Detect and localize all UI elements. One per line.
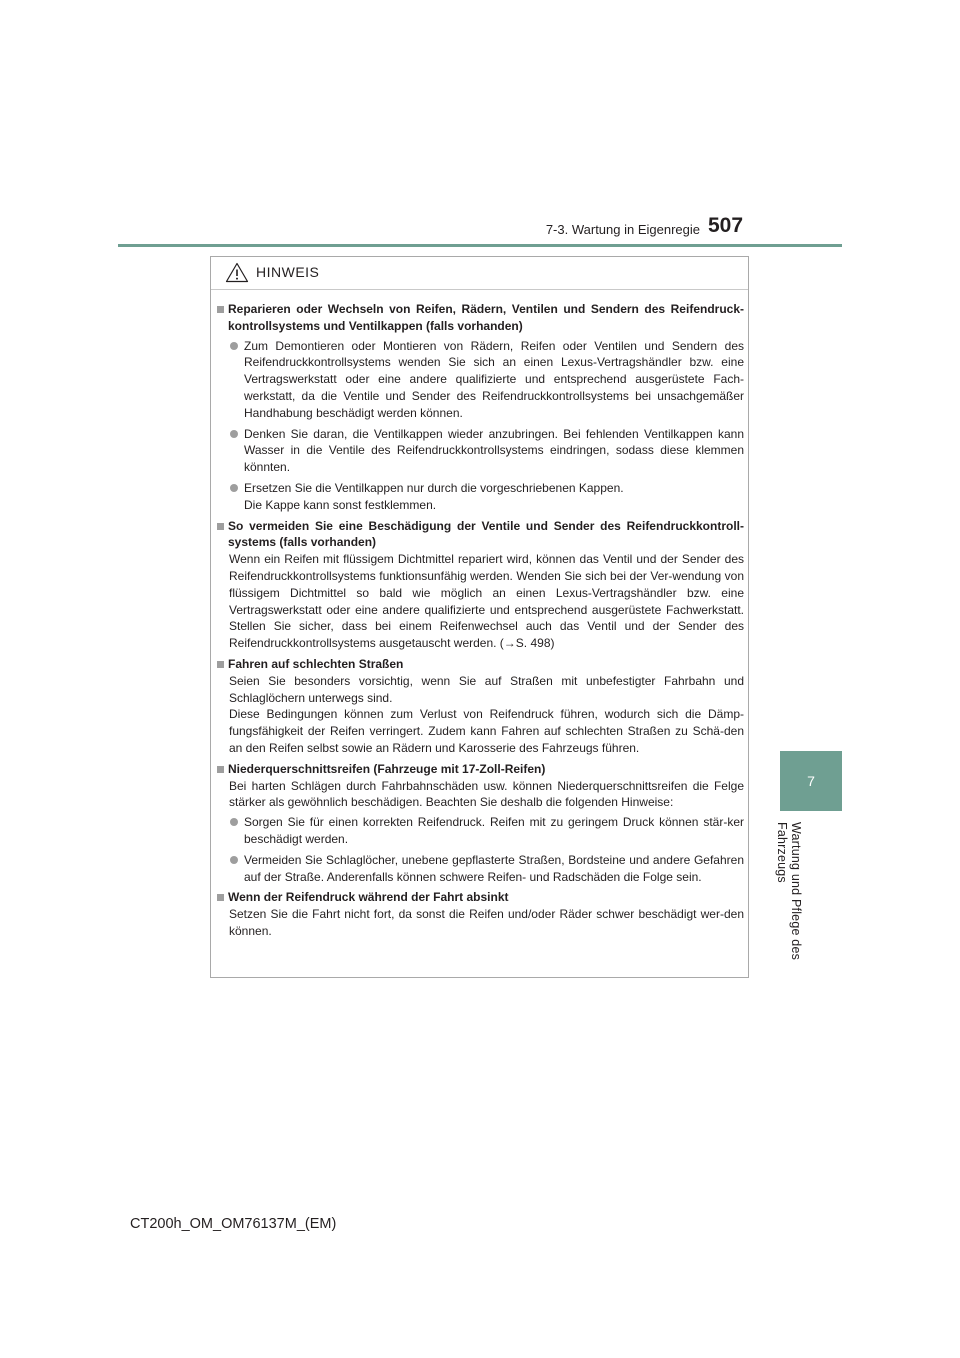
section-tire-repair — [217, 301, 744, 514]
round-bullet-icon — [230, 856, 238, 864]
section-heading: Reparieren oder Wechseln von Reifen, Rädern, Ventilen und Sendern des Reifendruck-kontrollsystems und Ventilkappen (falls vorhanden) — [228, 302, 744, 333]
chapter-tab[interactable] — [780, 751, 842, 811]
section-text: Diese Bedingungen können zum Verlust von Reifendruck führen, wodurch sich die Dämp-fungsfähigkeit der Reifen verringert. Zudem kann Fahren auf schlechten Straßen zu Schä-den an den Reifen selbst sowie an Rädern und Karosserie des Fahrzeugs führen. — [229, 707, 744, 755]
section-heading: Niederquerschnittsreifen (Fahrzeuge mit 17-Zoll-Reifen) — [228, 761, 546, 776]
list-item: Ersetzen Sie die Ventilkappen nur durch die vorgeschriebenen Kappen. Die Kappe kann sonst festklemmen. — [217, 480, 744, 514]
square-bullet-icon — [217, 306, 224, 313]
section-bad-roads — [217, 656, 744, 757]
chapter-number: 7 — [807, 773, 815, 789]
section-text: Bei harten Schlägen durch Fahrbahnschäden usw. können Niederquerschnittsreifen die Felge stärker als gewöhnlich beschädigen. Beachten Sie deshalb die folgenden Hinweise: — [229, 778, 744, 810]
notice-box — [210, 256, 749, 978]
section-low-profile-tires — [217, 761, 744, 886]
section-valve-damage — [217, 518, 744, 652]
notice-body — [217, 301, 744, 944]
section-text: Setzen Sie die Fahrt nicht fort, da sonst die Reifen und/oder Räder schwer beschädigt wer-den können. — [229, 907, 744, 938]
section-heading: Wenn der Reifendruck während der Fahrt absinkt — [228, 890, 509, 905]
section-title: 7-3. Wartung in Eigenregie — [545, 222, 700, 237]
warning-triangle-icon — [225, 262, 249, 283]
list-item: Zum Demontieren oder Montieren von Rädern, Reifen oder Ventilen und Sendern des Reifendruckkontrollsystems wenden Sie sich an einen Lexus-Vertragshändler bzw. eine Vertragswerkstatt oder eine andere qualifizierte und entsprechend ausgerüstete Fach-werkstatt, da die Ventile und Sender des Reifendruckkontrollsystems bei unsachgemäßer Handhabung beschädigt werden können. — [217, 338, 744, 422]
document-code: CT200h_OM_OM76137M_(EM) — [130, 1216, 337, 1232]
list-item: Vermeiden Sie Schlaglöcher, unebene gepflasterte Straßen, Bordsteine und andere Gefahren auf der Straße. Anderenfalls können schwere Reifen- und Radschäden die Folge sein. — [217, 852, 744, 886]
round-bullet-icon — [230, 484, 238, 492]
notice-header — [211, 257, 748, 290]
section-text: Wenn ein Reifen mit flüssigem Dichtmittel repariert wird, können das Ventil und der Sender des Reifendruckkontrollsystems funktionsunfähig werden. Wenden Sie sich bei der Ver-wendung von flüssigem Dichtmittel so bald wie möglich an einen Lexus-Vertragshändler bzw. eine Vertragswerkstatt oder eine andere qualifizierte und entsprechend ausgerüstete Fachwerkstatt. Stellen Sie sicher, dass bei einem Reifenwechsel auch das Ventil und der Sender des Reifendruckkontrollsystems ausgetauscht werden. (→S. 498) — [229, 552, 744, 651]
section-pressure-loss — [217, 889, 744, 939]
square-bullet-icon — [217, 661, 224, 668]
square-bullet-icon — [217, 766, 224, 773]
section-heading: Fahren auf schlechten Straßen — [228, 656, 404, 671]
square-bullet-icon — [217, 523, 224, 530]
round-bullet-icon — [230, 818, 238, 826]
round-bullet-icon — [230, 342, 238, 350]
list-item: Denken Sie daran, die Ventilkappen wieder anzubringen. Bei fehlenden Ventilkappen kann Wasser in die Ventile des Reifendruckkontrollsystems eindringen, sodass diese klemmen könnten. — [217, 426, 744, 476]
list-item: Sorgen Sie für einen korrekten Reifendruck. Reifen mit zu geringem Druck können stär-ker beschädigt werden. — [217, 814, 744, 848]
square-bullet-icon — [217, 894, 224, 901]
header-divider — [118, 244, 842, 247]
section-text: Seien Sie besonders vorsichtig, wenn Sie auf Straßen mit unbefestigter Fahrbahn und Schlaglöchern unterwegs sind. — [229, 673, 744, 705]
round-bullet-icon — [230, 430, 238, 438]
page-number: 507 — [708, 214, 744, 237]
notice-title: HINWEIS — [256, 264, 320, 280]
section-heading: So vermeiden Sie eine Beschädigung der Ventile und Sender des Reifendruckkontroll-systems (falls vorhanden) — [228, 518, 744, 550]
chapter-label: Wartung und Pflege des Fahrzeugs — [775, 822, 803, 961]
